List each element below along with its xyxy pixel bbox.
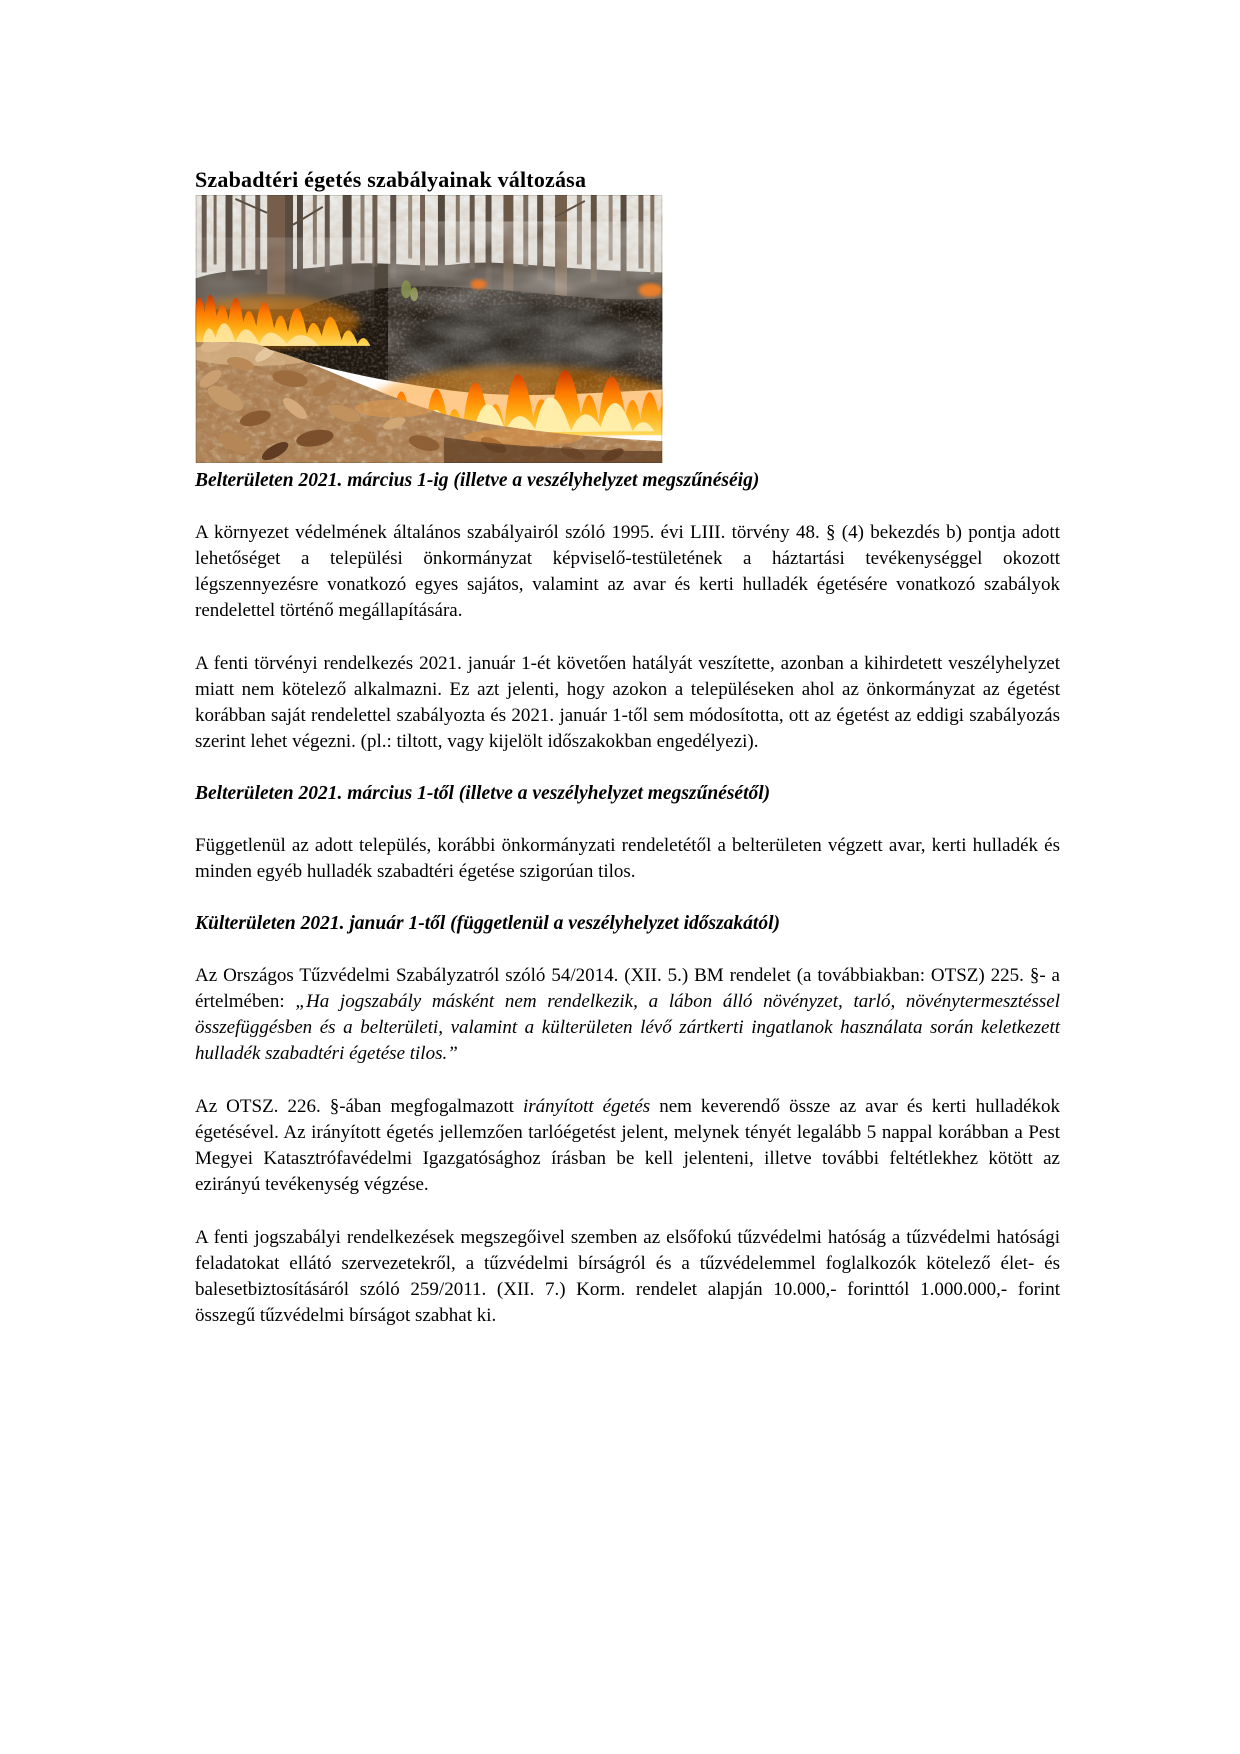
document-body	[195, 469, 1060, 1329]
text-segment: Az Országos Tűzvédelmi Szabályzatról szóló 54/2014. (XII. 5.) BM rendelet (a továbbiakban: OTSZ) 225. §- a értelmében:	[195, 965, 1060, 1012]
forest-fire-photo	[195, 195, 663, 463]
body-paragraph	[195, 1094, 1060, 1198]
section-heading	[195, 912, 1060, 936]
body-paragraph	[195, 963, 1060, 1067]
italic-text-segment: „Ha jogszabály másként nem rendelkezik, a lábon álló növényzet, tarló, növénytermesztéssel összefüggésben és a belterületi, valamint a külterületen lévő zártkerti ingatlanok használata során keletkezett hulladék szabadtéri égetése tilos.”	[195, 991, 1060, 1064]
text-segment: Belterületen 2021. március 1-ig (illetve a veszélyhelyzet megszűnéséig)	[195, 470, 760, 491]
text-segment: A fenti törvényi rendelkezés 2021. január 1-ét követően hatályát veszítette, azonban a kihirdetett veszélyhelyzet miatt nem kötelező alkalmazni. Ez azt jelenti, hogy azokon a településeken ahol az önkormányzat az égetést korábban saját rendelettel szabályozta és 2021. január 1-től sem módosította, ott az égetést az eddigi szabályozás szerint lehet végezni. (pl.: tiltott, vagy kijelölt időszakokban engedélyezi).	[195, 653, 1060, 752]
document-title: Szabadtéri égetés szabályainak változása	[195, 167, 587, 192]
section-heading	[195, 469, 1060, 493]
body-paragraph	[195, 1225, 1060, 1329]
section-heading	[195, 782, 1060, 806]
photo-smoke	[434, 247, 662, 371]
text-segment: Az OTSZ. 226. §-ában megfogalmazott	[195, 1096, 523, 1117]
text-segment: Külterületen 2021. január 1-től (függetlenül a veszélyhelyzet időszakától)	[195, 913, 780, 934]
text-segment: A környezet védelmének általános szabályairól szóló 1995. évi LIII. törvény 48. § (4) bekezdés b) pontja adott lehetőséget a települési önkormányzat képviselő-testületének a háztartási tevékenységgel okozott légszennyezésre vonatkozó egyes sajátos, valamint az avar és kerti hulladék égetésére vonatkozó szabályok rendelettel történő megállapítására.	[195, 522, 1060, 621]
body-paragraph	[195, 520, 1060, 624]
text-segment: Függetlenül az adott település, korábbi önkormányzati rendeletétől a belterületen végzett avar, kerti hulladék és minden egyéb hulladék szabadtéri égetése szigorúan tilos.	[195, 835, 1060, 882]
body-paragraph	[195, 833, 1060, 885]
text-segment: Belterületen 2021. március 1-től (illetve a veszélyhelyzet megszűnésétől)	[195, 783, 771, 804]
text-segment: A fenti jogszabályi rendelkezések megszegőivel szemben az elsőfokú tűzvédelmi hatóság a tűzvédelmi hatósági feladatokat ellátó szervezetekről, a tűzvédelmi bírságról és a tűzvédelemmel foglalkozók kötelező élet- és balesetbiztosításáról szóló 259/2011. (XII. 7.) Korm. rendelet alapján 10.000,- forinttól 1.000.000,- forint összegű tűzvédelmi bírságot szabhat ki.	[195, 1227, 1060, 1326]
text-segment: nem keverendő össze az avar és kerti hulladékok égetésével. Az irányított égetés jellemzően tarlóégetést jelent, melynek tényét legalább 5 nappal korábban a Pest Megyei Katasztrófavédelmi Igazgatósághoz írásban be kell jelenteni, illetve további feltétlekhez kötött az ezirányú tevékenység végzése.	[195, 1096, 1060, 1195]
italic-text-segment: irányított égetés	[522, 1096, 651, 1117]
body-paragraph	[195, 651, 1060, 755]
